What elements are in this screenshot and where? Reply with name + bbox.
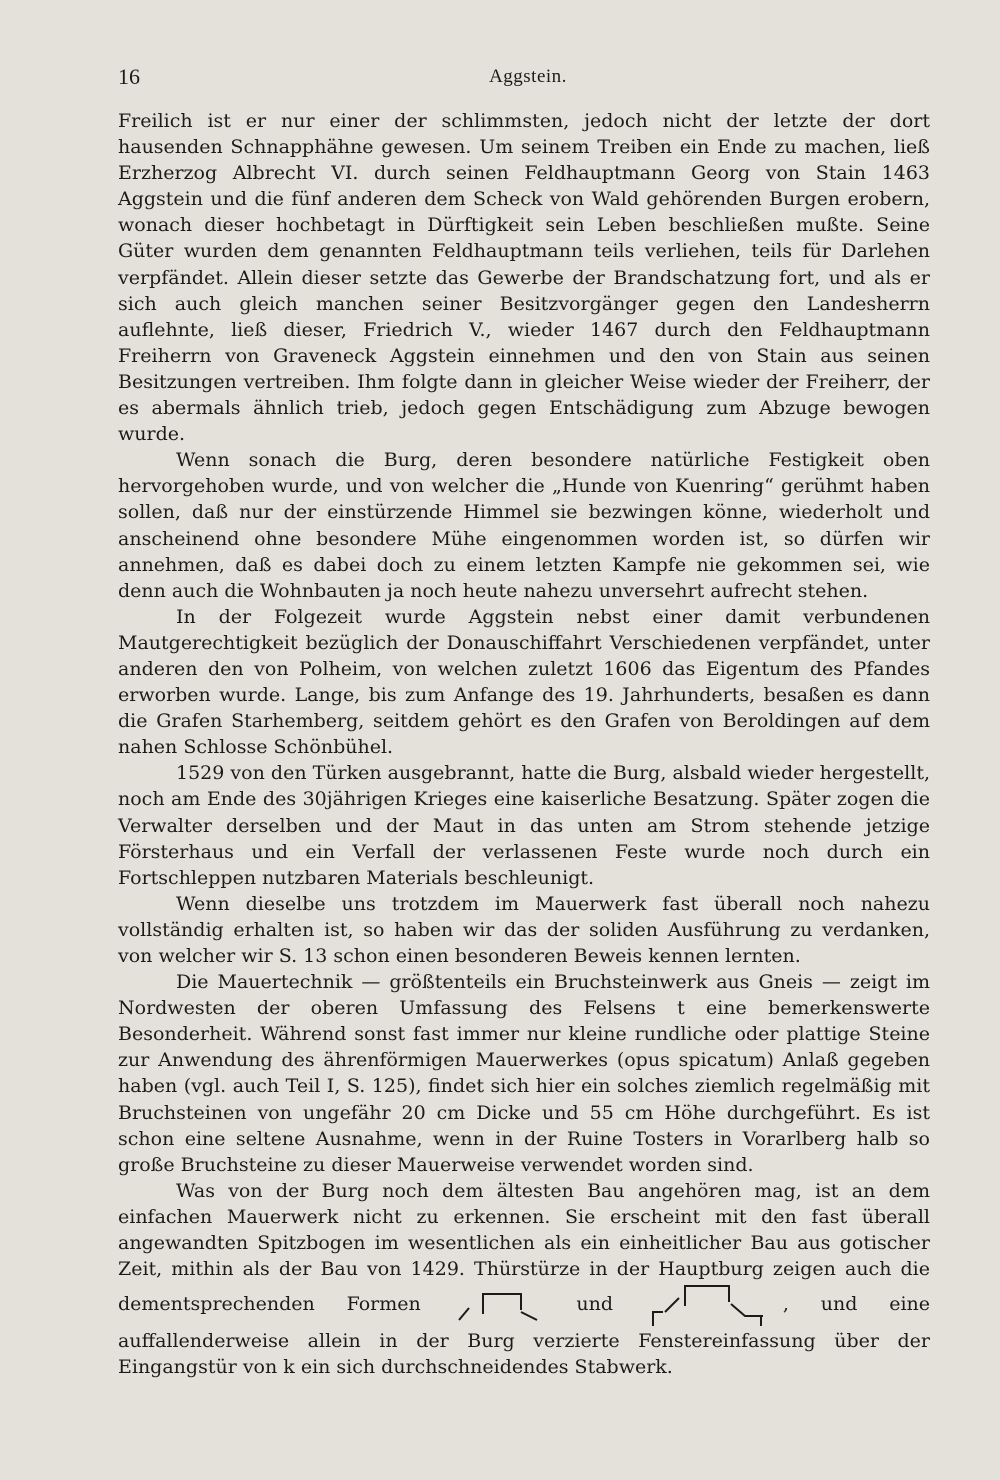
- page-number: 16: [118, 64, 140, 89]
- paragraph-text: Was von der Burg noch dem ältesten Bau angehören mag, ist an dem einfachen Mauerwerk nicht zu erkennen. Sie erscheint mit den fast überall angewandten Spitzbogen im wesentlichen als ein einheitlicher Bau aus gotischer Zeit, mithin als der Bau von 1429. Thürstürze in der Hauptburg zeigen auch die dementsprechenden Formen: [118, 1179, 930, 1316]
- page-header: [118, 64, 938, 94]
- paragraph: 1529 von den Türken ausgebrannt, hatte die Burg, alsbald wieder hergestellt, noch am Ende des 30jährigen Krieges eine kaiserliche Besatzung. Später zogen die Verwalter derselben und der Maut in das unten am Strom stehende jetzige Försterhaus und ein Verfall der verlassenen Feste wurde noch durch ein Fortschleppen nutzbaren Materials beschleunigt.: [118, 762, 930, 889]
- paragraph-last: [118, 1178, 930, 1381]
- paragraph-text: und: [576, 1293, 614, 1316]
- paragraph: Freilich ist er nur einer der schlimmsten, jedoch nicht der letzte der dort hausenden Schnapphähne gewesen. Um seinem Treiben ein Ende zu machen, ließ Erzherzog Albrecht VI. durch seinen Feldhauptmann Georg von Stain 1463 Aggstein und die fünf anderen dem Scheck von Wald gehörenden Burgen erobern, wonach dieser hochbetagt in Dürftigkeit sein Leben beschließen mußte. Seine Güter wurden dem genannten Feldhauptmann teils verliehen, teils für Darlehen verpfändet. Allein dieser setzte das Gewerbe der Brandschatzung fort, und als er sich auch gleich manchen seiner Besitzvorgänger gegen den Landesherrn auflehnte, ließ dieser, Friedrich V., wieder 1467 durch den Feldhauptmann Freiherrn von Graveneck Aggstein einnehmen und den von Stain aus seinen Besitzungen vertreiben. Ihm folgte dann in gleicher Weise wieder der Freiherr, der es abermals ähnlich trieb, jedoch gegen Entschädigung zum Abzuge bewogen wurde.: [118, 110, 930, 446]
- body-text: [118, 108, 930, 1380]
- paragraph: In der Folgezeit wurde Aggstein nebst einer damit verbundenen Mautgerechtigkeit bezüglich der Donauschiffahrt Verschiedenen verpfändet, unter anderen den von Polheim, von welchen zuletzt 1606 das Eigentum des Pfandes erworben wurde. Lange, bis zum Anfange des 19. Jahrhunderts, besaßen es dann die Grafen Starhemberg, seitdem gehört es den Grafen von Beroldingen auf dem nahen Schlosse Schönbühel.: [118, 605, 930, 759]
- lintel-shape-shouldered-icon: [649, 1282, 779, 1328]
- running-title: Aggstein.: [489, 66, 567, 87]
- paragraph: Die Mauertechnik — größtenteils ein Bruchsteinwerk aus Gneis — zeigt im Nordwesten der oberen Umfassung des Felsens t eine bemerkenswerte Besonderheit. Während sonst fast immer nur kleine rundliche oder plattige Steine zur Anwendung des ährenförmigen Mauerwerkes (opus spicatum) Anlaß gegeben haben (vgl. auch Teil I, S. 125), findet sich hier ein solches ziemlich regelmäßig mit Bruchsteinen von ungefähr 20 cm Dicke und 55 cm Höhe durchgeführt. Es ist schon eine seltene Ausnahme, wenn in der Ruine Tosters in Vorarlberg halb so große Bruchsteine zu dieser Mauerweise verwendet worden sind.: [118, 971, 930, 1176]
- paragraph-text: , und eine auffallenderweise allein in der Burg verzierte Fenstereinfassung über der Eingangstür von k ein sich durchschneidendes Stabwerk.: [118, 1293, 931, 1379]
- paragraph: Wenn dieselbe uns trotzdem im Mauerwerk fast überall noch nahezu vollständig erhalten ist, so haben wir das der soliden Ausführung zu verdanken, von welcher wir S. 13 schon einen besonderen Beweis kennen lernten.: [118, 892, 930, 967]
- lintel-shape-simple-icon: [457, 1288, 541, 1322]
- paragraph: Wenn sonach die Burg, deren besondere natürliche Festigkeit oben hervorgehoben wurde, und von welcher die „Hunde von Kuenring“ gerühmt haben sollen, daß nur der einstürzende Himmel sie bezwingen könne, wiederholt und anscheinend ohne besondere Mühe eingenommen worden ist, so dürfen wir annehmen, daß es dabei doch zu einem letzten Kampfe nie gekommen sei, wie denn auch die Wohnbauten ja noch heute nahezu unversehrt aufrecht stehen.: [118, 449, 930, 602]
